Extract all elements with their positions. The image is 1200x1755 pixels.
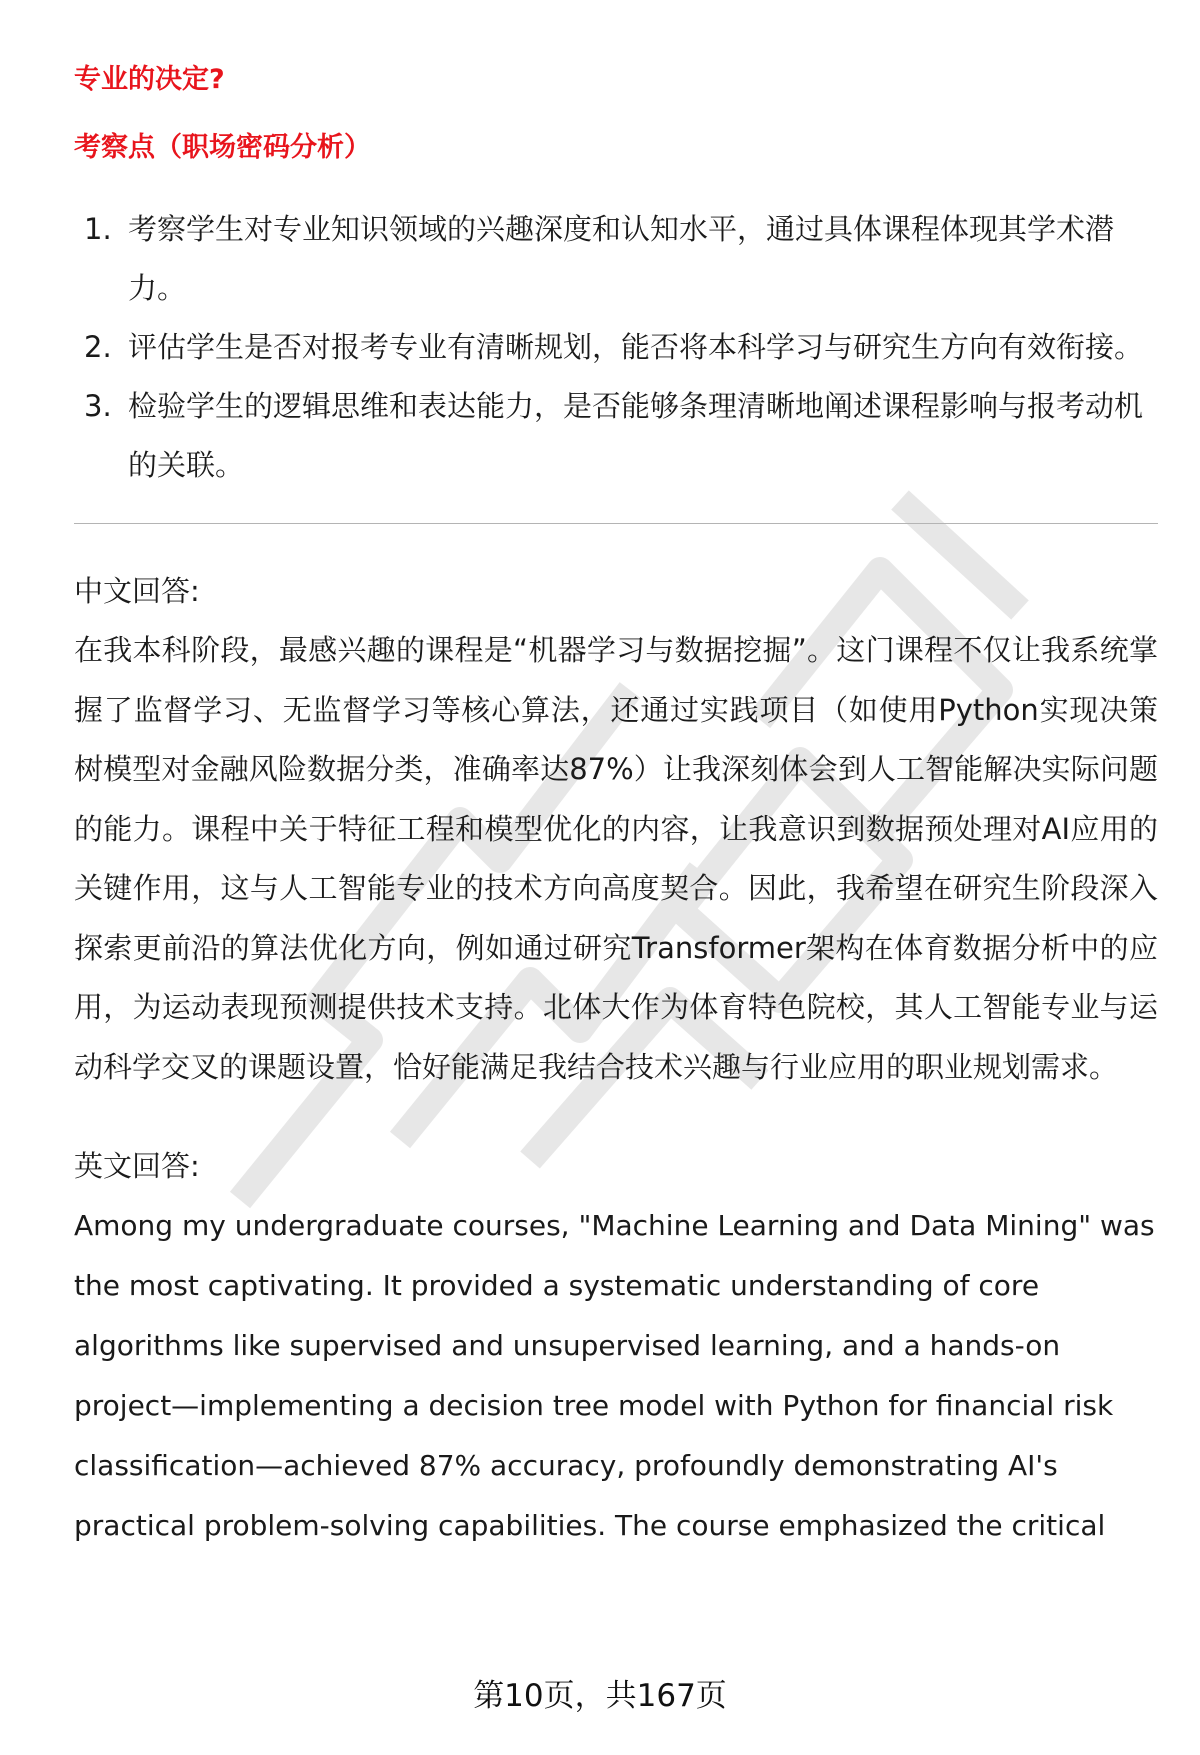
section-heading: 考察点（职场密码分析） xyxy=(74,132,371,163)
list-item-number: 2. xyxy=(84,330,112,364)
list-item-number: 1. xyxy=(84,212,112,246)
english-answer-text: Among my undergraduate courses, "Machine Learning and Data Mining" was the most captivating. It provided a systematic understanding of core algorithms like supervised and unsupervised learning, and a hands-on project—implementing a decision tree model with Python for financial risk classification—achieved 87% accuracy, profoundly demonstrating AI's practical problem-solving capabilities. The course emphasized the critical xyxy=(74,1209,1155,1542)
english-answer-label: 英文回答: xyxy=(74,1149,200,1183)
chinese-answer-label: 中文回答: xyxy=(74,574,200,608)
list-item xyxy=(74,200,1158,318)
list-item xyxy=(74,318,1158,377)
list-item-text: 考察学生对专业知识领域的兴趣深度和认知水平，通过具体课程体现其学术潜力。 xyxy=(128,212,1115,305)
page-footer: 第10页，共167页 xyxy=(473,1678,727,1714)
assessment-points-list xyxy=(74,200,1158,495)
chinese-answer-text: 在我本科阶段，最感兴趣的课程是“机器学习与数据挖掘”。这门课程不仅让我系统掌握了监督学习、无监督学习等核心算法，还通过实践项目（如使用Python实现决策树模型对金融风险数据分类，准确率达87%）让我深刻体会到人工智能解决实际问题的能力。课程中关于特征工程和模型优化的内容，让我意识到数据预处理对AI应用的关键作用，这与人工智能专业的技术方向高度契合。因此，我希望在研究生阶段深入探索更前沿的算法优化方向，例如通过研究Transformer架构在体育数据分析中的应用，为运动表现预测提供技术支持。北体大作为体育特色院校，其人工智能专业与运动科学交叉的课题设置，恰好能满足我结合技术兴趣与行业应用的职业规划需求。 xyxy=(74,633,1158,1084)
list-item-text: 检验学生的逻辑思维和表达能力，是否能够条理清晰地阐述课程影响与报考动机的关联。 xyxy=(128,389,1144,482)
list-item-text: 评估学生是否对报考专业有清晰规划，能否将本科学习与研究生方向有效衔接。 xyxy=(128,330,1144,364)
document-page xyxy=(74,52,1158,1556)
list-item xyxy=(74,377,1158,495)
list-item-number: 3. xyxy=(84,389,112,423)
question-title: 专业的决定? xyxy=(74,64,225,95)
section-divider xyxy=(74,523,1158,524)
